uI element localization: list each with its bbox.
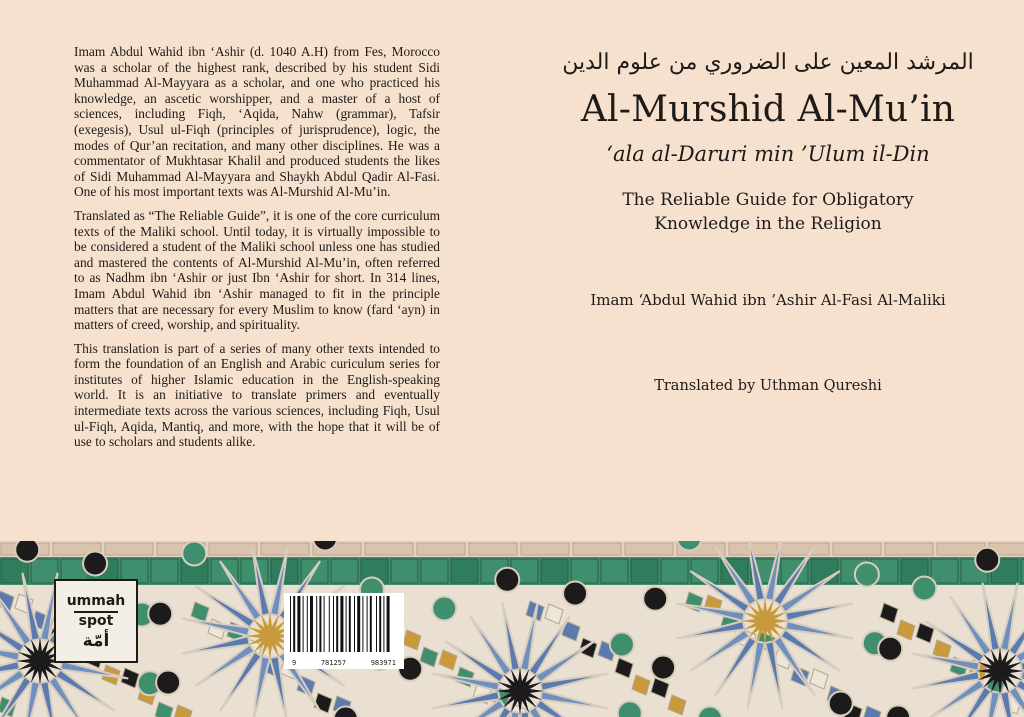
back-cover-text (74, 44, 440, 458)
barcode-group-1: 781257 (320, 659, 347, 667)
barcode-first-digit: 9 (292, 659, 297, 667)
translator-credit: Translated by Uthman Qureshi (654, 378, 882, 394)
barcode-bars (288, 596, 400, 654)
book-title: Al-Murshid Al-Mu’in (580, 89, 956, 130)
arabic-title: المرشد المعين على الضروري من علوم الدين (562, 50, 974, 75)
back-paragraph-3: This translation is part of a series of many other texts intended to form the foundation of an English and Arabic curiculum series for institutes of higher Islamic education in the English-speaking world. It is an initiative to translate primers and eventually intermediate texts across the various sciences, including Fiqh, Usul ul-Fiqh, Aqida, Mantiq, and more, with the hope that it will be of use to scholars and students alike. (74, 340, 440, 450)
publisher-logo (54, 579, 138, 663)
logo-arabic: أمّة (82, 631, 110, 651)
back-paragraph-1: Imam Abdul Wahid ibn ‘Ashir (d. 1040 A.H) from Fes, Morocco was a scholar of the highest rank, described by his student Sidi Muhammad Al-Mayyara as a scholar, and one who practiced his knowledge, an ascetic worshipper, and a master of a host of sciences, including Fiqh, ‘Aqida, Nahw (grammar), Tafsir (exegesis), Usul ul-Fiqh (principles of jurisprudence), logic, the modes of Qur’an recitation, and many other disciplines. He was a commentator of Mukhtasar Khalil and produced students the likes of Sidi Muhammad Al-Mayyara and Shaykh Abdul Qadir Al-Fasi. One of his most important texts was Al-Murshid Al-Mu’in. (74, 44, 440, 200)
back-paragraph-2: Translated as “The Reliable Guide”, it is one of the core curriculum texts of the Maliki school. Until today, it is virtually impossible to be considered a student of the Maliki school unless one has studied and mastered the contents of Al-Murshid Al-Mu’in, often referred to as Nadhm ibn ‘Ashir or just Ibn ‘Ashir for short. In 314 lines, Imam Abdul Wahid ibn ‘Ashir managed to fit in the principle matters that are necessary for every Muslim to know (fard ‘ayn) in matters of creed, worship, and spirituality. (74, 207, 440, 333)
book-subtitle: ‘ala al-Daruri min ’Ulum il-Din (606, 142, 930, 166)
zellige-mosaic-band (0, 541, 1024, 717)
logo-line-spot: spot (78, 613, 114, 629)
barcode-digits (288, 658, 400, 668)
author-name: Imam ‘Abdul Wahid ibn ’Ashir Al-Fasi Al-Maliki (590, 291, 946, 309)
barcode-group-2: 983971 (370, 659, 396, 667)
english-title: The Reliable Guide for Obligatory Knowledge in the Religion (622, 190, 914, 234)
isbn-barcode (284, 593, 404, 669)
logo-line-ummah: ummah (66, 593, 126, 609)
mosaic-pattern-image (0, 541, 1024, 717)
front-cover (552, 46, 984, 396)
